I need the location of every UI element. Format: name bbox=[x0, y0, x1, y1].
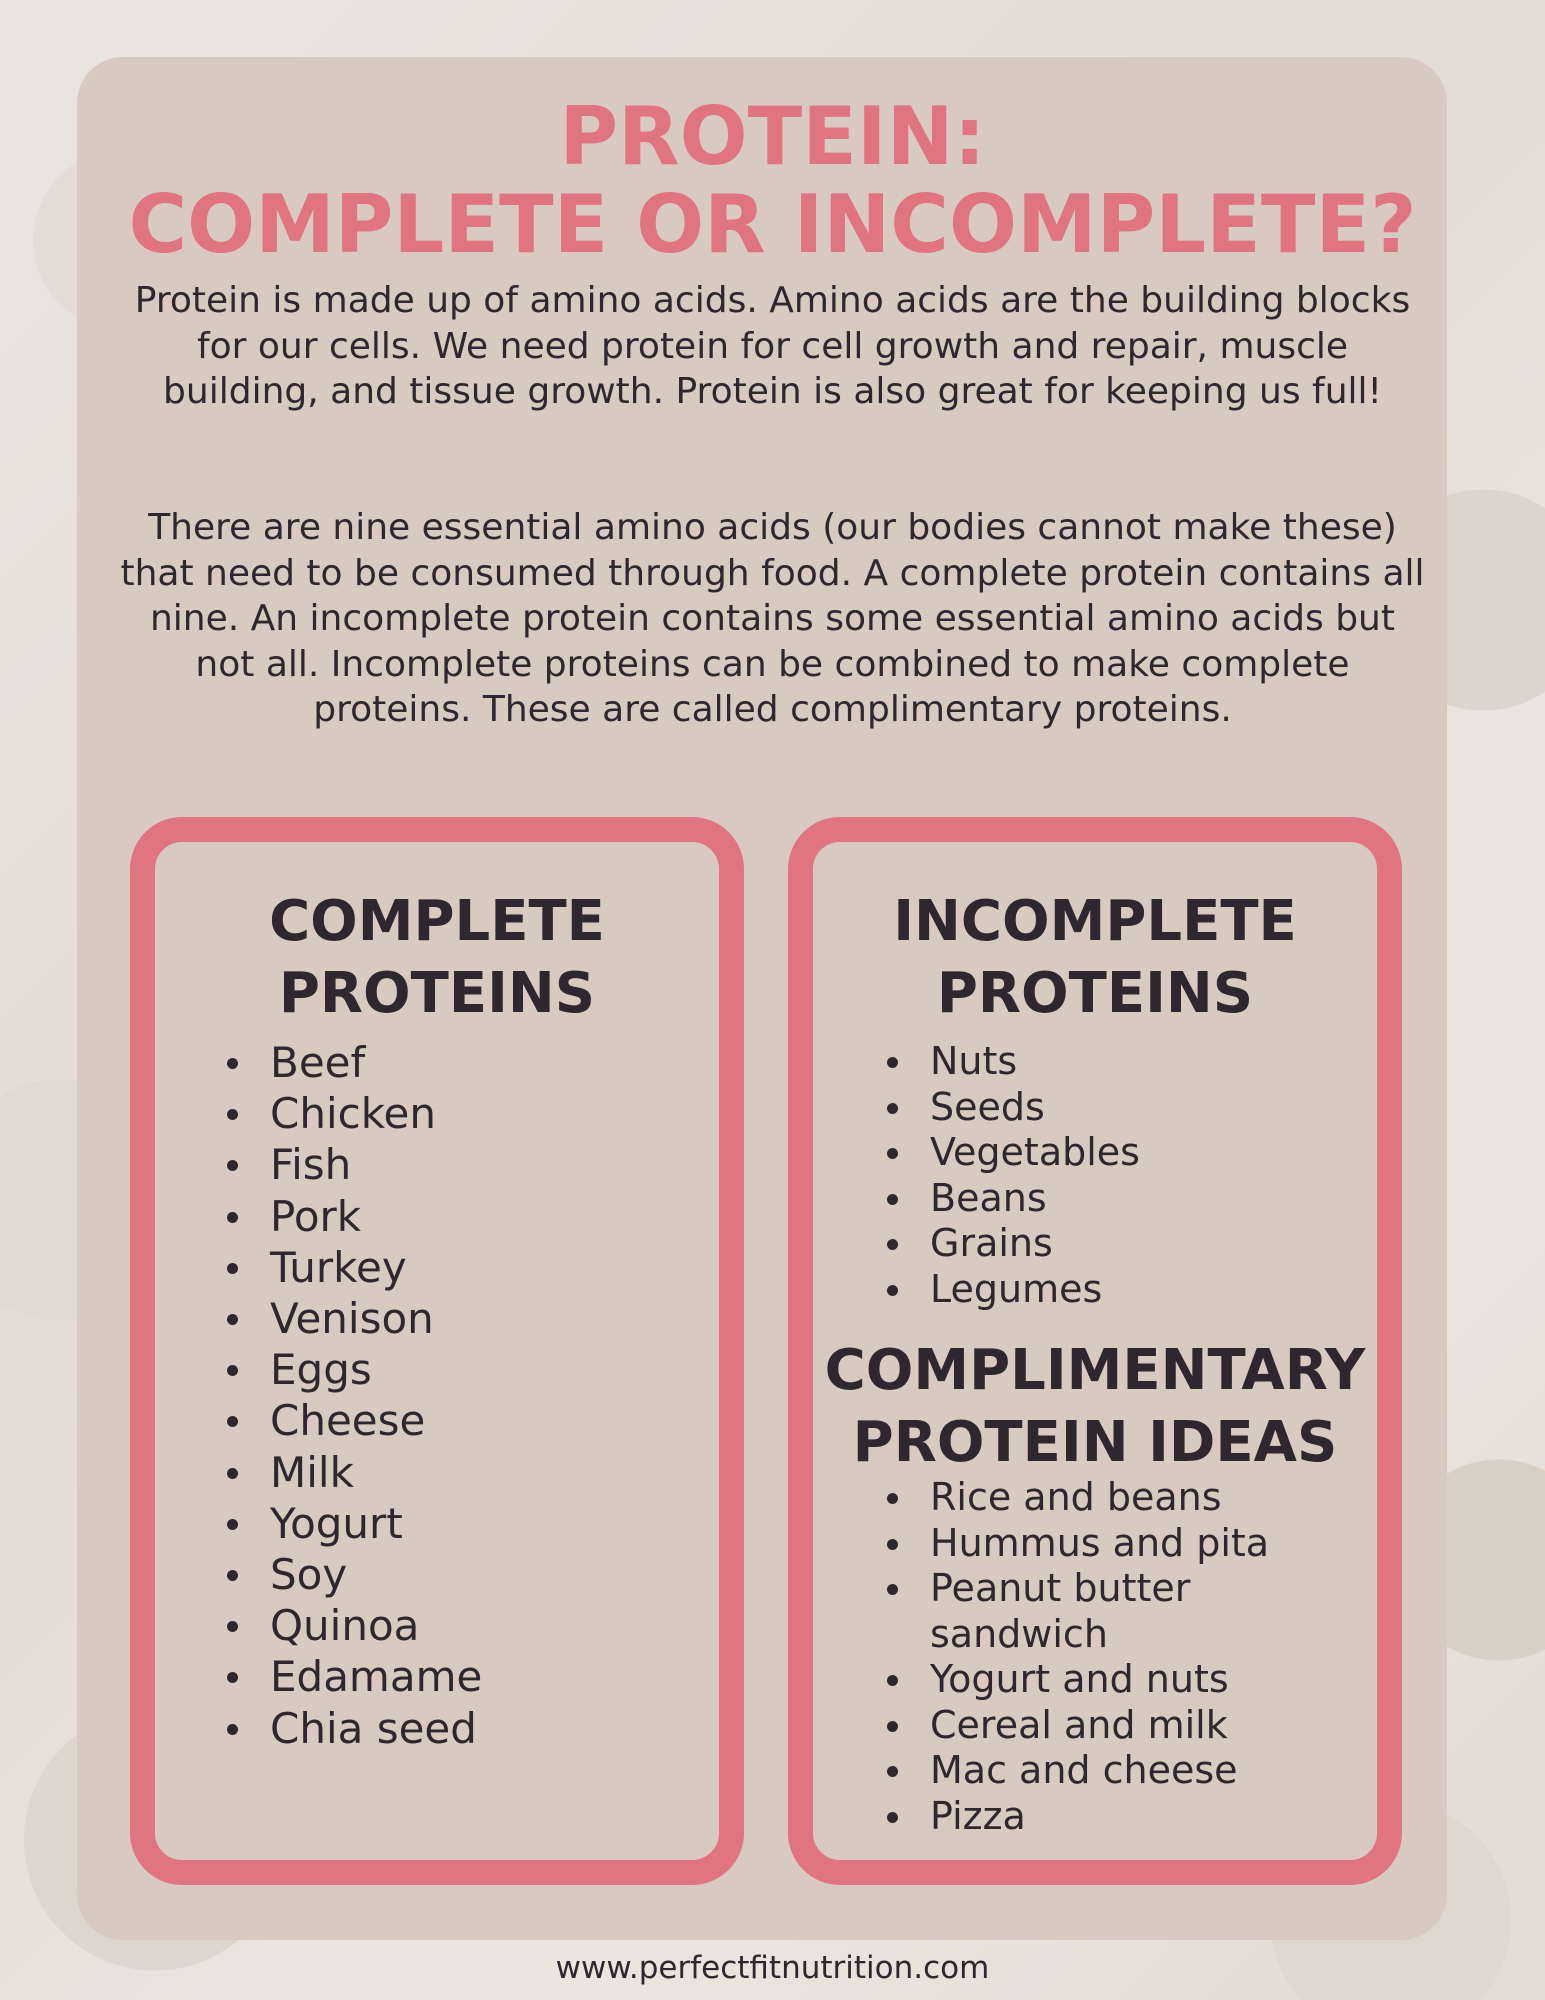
list-item: Nuts bbox=[885, 1039, 1140, 1085]
intro-paragraph-2: There are nine essential amino acids (our bodies cannot make these) that need to be consumed through food. A complete protein contains all nine. An incomplete protein contains some essential amino acids but not all. Incomplete proteins can be combined to make complete proteins. These are called complimentary proteins. bbox=[120, 507, 1425, 730]
list-item: Fish bbox=[225, 1139, 482, 1190]
list-item: Legumes bbox=[885, 1267, 1140, 1313]
incomplete-proteins-heading-line-1: INCOMPLETE bbox=[893, 889, 1297, 954]
list-item: Chicken bbox=[225, 1088, 482, 1139]
complete-proteins-list bbox=[225, 1037, 482, 1754]
list-item: Cheese bbox=[225, 1395, 482, 1446]
list-item: Beans bbox=[885, 1176, 1140, 1222]
intro-paragraph-1: Protein is made up of amino acids. Amino acids are the building blocks for our cells. We need protein for cell growth and repair, muscle building, and tissue growth. Protein is also great for keeping us full! bbox=[134, 280, 1411, 412]
incomplete-proteins-heading-line-2: PROTEINS bbox=[936, 961, 1254, 1026]
list-item: Peanut butter sandwich bbox=[885, 1566, 1325, 1657]
list-item: Pork bbox=[225, 1191, 482, 1242]
incomplete-proteins-box bbox=[788, 817, 1402, 1885]
page-title-line-1: PROTEIN: bbox=[559, 90, 986, 183]
list-item: Vegetables bbox=[885, 1130, 1140, 1176]
list-item: Mac and cheese bbox=[885, 1748, 1325, 1794]
list-item: Eggs bbox=[225, 1344, 482, 1395]
list-item: Venison bbox=[225, 1293, 482, 1344]
list-item: Beef bbox=[225, 1037, 482, 1088]
list-item: Cereal and milk bbox=[885, 1703, 1325, 1749]
page-title-line-2: COMPLETE OR INCOMPLETE? bbox=[128, 178, 1417, 271]
list-item: Grains bbox=[885, 1221, 1140, 1267]
list-item: Quinoa bbox=[225, 1600, 482, 1651]
complete-proteins-heading-line-1: COMPLETE bbox=[269, 889, 605, 954]
complete-proteins-heading-line-2: PROTEINS bbox=[278, 961, 596, 1026]
list-item: Yogurt and nuts bbox=[885, 1657, 1325, 1703]
list-item: Edamame bbox=[225, 1651, 482, 1702]
complete-proteins-heading bbox=[155, 886, 719, 1030]
complete-proteins-box bbox=[130, 817, 744, 1885]
list-item: Soy bbox=[225, 1549, 482, 1600]
list-item: Pizza bbox=[885, 1794, 1325, 1840]
list-item: Yogurt bbox=[225, 1498, 482, 1549]
complimentary-protein-heading-line-2: PROTEIN IDEAS bbox=[852, 1410, 1338, 1475]
list-item: Milk bbox=[225, 1447, 482, 1498]
list-item: Rice and beans bbox=[885, 1475, 1325, 1521]
list-item: Hummus and pita bbox=[885, 1521, 1325, 1567]
complimentary-protein-heading bbox=[813, 1335, 1377, 1479]
footer-website-link[interactable]: www.perfectfitnutrition.com bbox=[555, 1950, 990, 1986]
list-item: Seeds bbox=[885, 1085, 1140, 1131]
complimentary-protein-list bbox=[885, 1475, 1325, 1839]
incomplete-proteins-list bbox=[885, 1039, 1140, 1312]
list-item: Turkey bbox=[225, 1242, 482, 1293]
list-item: Chia seed bbox=[225, 1703, 482, 1754]
incomplete-proteins-heading bbox=[813, 886, 1377, 1030]
complimentary-protein-heading-line-1: COMPLIMENTARY bbox=[824, 1338, 1366, 1403]
